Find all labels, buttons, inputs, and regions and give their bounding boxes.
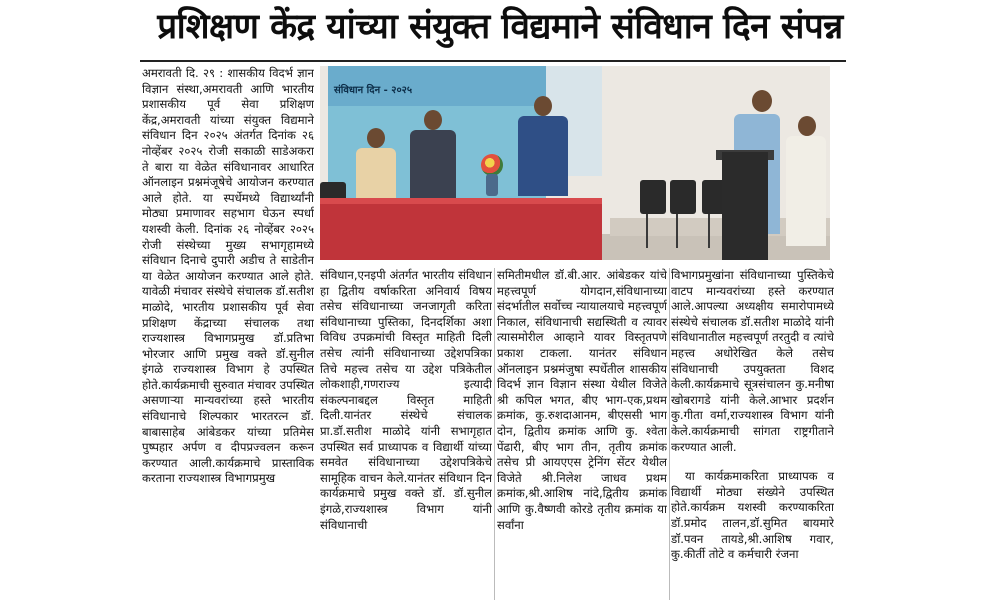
person-head (367, 128, 385, 148)
column-separator (494, 268, 495, 600)
person-head (798, 116, 816, 136)
person-body (410, 130, 456, 200)
headline: प्रशिक्षण केंद्र यांच्या संयुक्त विद्यमाने संविधान दिन संपन्न (157, 6, 843, 47)
chair (670, 180, 696, 214)
column-4-paragraph-1: विभागप्रमुखांना संविधानाच्या पुस्तिकेचे वाटप मान्यवरांच्या हस्ते करण्यात आले.आपल्या अध्यक्षीय समारोपामध्ये संस्थेचे संचालक डॉ.सतीश माळोदे यांनी संविधानातील महत्त्वपूर्ण तरतुदी व त्यांचे महत्त्व अधोरेखित केले तसेच संविधानाची उपयुक्तता विशद केली.कार्यक्रमाचे सूत्रसंचालन कु.मनीषा खोबरागडे यांनी केले.आभार प्रदर्शन कु.गीता वर्मा,राज्यशास्त्र विभाग यांनी केले.कार्यक्रमाची सांगता राष्ट्रगीताने करण्यात आली. (671, 268, 834, 454)
article-column-4 (671, 268, 834, 600)
article-column-3 (497, 268, 667, 600)
event-photo (320, 66, 830, 260)
person-body (786, 136, 826, 246)
chair-leg (676, 214, 678, 248)
article-column-1 (142, 66, 314, 600)
column-separator (669, 268, 670, 600)
person-head (424, 110, 442, 130)
stage-table-top (320, 198, 602, 204)
person-body (518, 116, 568, 196)
flower-vase (486, 174, 498, 196)
chair (640, 180, 666, 214)
column-1-text: अमरावती दि. २९ : शासकीय विदर्भ ज्ञान विज्ञान संस्था,अमरावती आणि भारतीय प्रशासकीय पूर्व सेवा प्रशिक्षण केंद्र,अमरावती यांच्या संयुक्त विद्यमाने संविधान दिन २०२५ अंतर्गत दिनांक २६ नोव्हेंबर २०२५ रोजी सकाळी साडेअकरा ते बारा या वेळेत संविधानावर आधारित ऑनलाइन प्रश्नमंजूषेचे आयोजन करण्यात आले होते. या स्पर्धेमध्ये विद्यार्थ्यांनी मोठ्या प्रमाणावर सहभाग घेऊन स्पर्धा यशस्वी केली. दिनांक २६ नोव्हेंबर २०२५ रोजी संस्थेच्या मुख्य सभागृहामध्ये संविधान दिनाचे दुपारी अडीच ते साडेतीन या वेळेत आयोजन करण्यात आले होते. यावेळी मंचावर संस्थेचे संचालक डॉ.सतीश माळोदे, भारतीय प्रशासकीय पूर्व सेवा प्रशिक्षण केंद्राच्या संचालक तथा राज्यशास्त्र विभागप्रमुख डॉ.प्रतिभा भोरजार आणि प्रमुख वक्ते डॉ.सुनील इंगळे राज्यशास्त्र विभाग हे उपस्थित होते.कार्यक्रमाची सुरुवात मंचावर उपस्थित असणाऱ्या मान्यवरांच्या हस्ते भारतीय संविधानाचे शिल्पकार भारतरत्न डॉ. बाबासाहेब आंबेडकर यांच्या प्रतिमेस पुष्पहार अर्पण व दीपप्रज्वलन करून करण्यात आली.कार्यक्रमाचे प्रास्ताविक करताना राज्यशास्त्र विभागप्रमुख (142, 66, 314, 486)
column-3-text: समितीमधील डॉ.बी.आर. आंबेडकर यांचे महत्त्वपूर्ण योगदान,संविधानाच्या संदर्भातील सर्वोच्च न्यायालयाचे महत्त्वपूर्ण निकाल, संविधानाची सद्यस्थिती व त्यावर त्यासमोरील आव्हाने यावर विस्तृतपणे प्रकाश टाकला. यानंतर संविधान ऑनलाइन प्रश्नमंजुषा स्पर्धेतील शासकीय विदर्भ ज्ञान विज्ञान संस्था येथील विजेते श्री कपिल भगत, बीए भाग-एक,प्रथम क्रमांक, कु.रुशदाआनम, बीएससी भाग दोन, द्वितीय क्रमांक आणि कु. श्वेता पेंढारी, बीए भाग तीन, तृतीय क्रमांक तसेच प्री आयएएस ट्रेनिंग सेंटर येथील विजेते श्री.निलेश जाधव प्रथम क्रमांक,श्री.आशिष नांदे,द्वितीय क्रमांक आणि कु.वैष्णवी कोरडे तृतीय क्रमांक या सर्वांना (497, 268, 667, 532)
podium (722, 152, 768, 260)
column-4-paragraph-2: या कार्यक्रमाकरिता प्राध्यापक व विद्यार्थी मोठ्या संख्येने उपस्थित होते.कार्यक्रम यशस्वी करण्याकरिता डॉ.प्रमोद तालन,डॉ.सुमित बायमारे डॉ.पवन तायडे,श्री.आशिष गवार, कु.कीर्ती तोटे व कर्मचारी रंजना (671, 469, 834, 562)
stage-table (320, 198, 602, 260)
flower-bouquet (481, 154, 503, 176)
chair-leg (708, 214, 710, 248)
person-head (752, 90, 772, 112)
person-body (356, 148, 396, 200)
headline-rule (140, 60, 846, 62)
person-head (534, 96, 552, 116)
column-2-text: संविधान,एनइपी अंतर्गत भारतीय संविधान हा द्वितीय वर्षाकरिता अनिवार्य विषय तसेच संविधानाच्या जनजागृती करिता संविधानाच्या पुस्तिका, दिनदर्शिका अशा विविध उपक्रमांची विस्तृत माहिती दिली तसेच त्यांनी संविधानाच्या उद्देशपत्रिका तिचे महत्त्व तसेच या उद्देश पत्रिकेतील लोकशाही,गणराज्य इत्यादी संकल्पनाबद्दल विस्तृत माहिती दिली.यानंतर संस्थेचे संचालक प्रा.डॉ.सतीश माळोदे यांनी सभागृहात उपस्थित सर्व प्राध्यापक व विद्यार्थी यांच्या समवेत संविधानाच्या उद्देशपत्रिकेचे सामूहिक वाचन केले.यानंतर संविधान दिन कार्यक्रमाचे प्रमुख वक्ते डॉ. डॉ.सुनील इंगळे,राज्यशास्त्र विभाग यांनी संविधानाची (320, 268, 492, 532)
screen-title: संविधान दिन - २०२५ (334, 85, 413, 96)
chair-leg (646, 214, 648, 248)
article-column-2 (320, 268, 492, 600)
